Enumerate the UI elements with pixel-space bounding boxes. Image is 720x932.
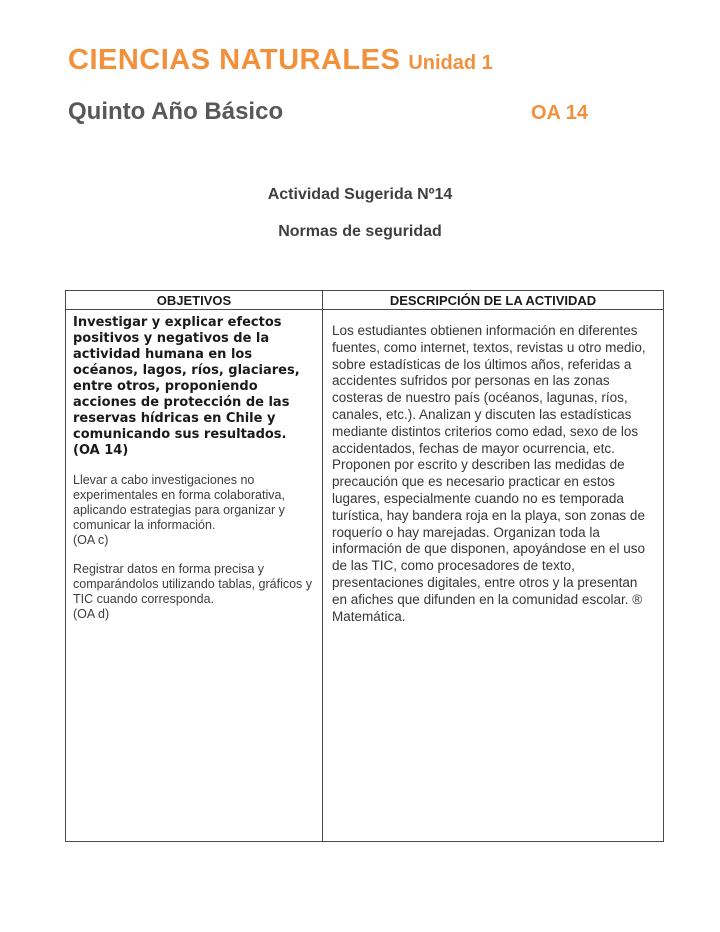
- document-header: [65, 44, 666, 126]
- objectives-column-header: OBJETIVOS: [66, 291, 323, 310]
- unit-label: Unidad 1: [408, 52, 493, 74]
- table-body-row: [66, 310, 664, 842]
- objective-secondary-2-code: (OA d): [73, 607, 110, 621]
- activity-description-text: Los estudiantes obtienen información en diferentes fuentes, como internet, textos, revistas u otro medio, sobre estadísticas de los últimos años, referidas a accidentes sufridos por personas en las zonas costeras de nuestro país (océanos, lagunas, ríos, canales, etc.). Analizan y discuten las estadísticas mediante distintos criterios como edad, sexo de los accidentados, fechas de mayor ocurrencia, etc. Proponen por escrito y describen las medidas de precaución que es necesario practicar en estos lugares, especialmente cuando no es temporada turística, hay bandera roja en la playa, son zonas de roquerío o hay marejadas. Organizan toda la información de que disponen, apoyándose en el uso de las TIC, como procesadores de texto, presentaciones digitales, entre otros y la presentan en afiches que difunden en la comunidad escolar. ® Matemática.: [332, 323, 646, 624]
- activity-table: [65, 290, 664, 842]
- oa-badge: OA 14: [530, 102, 588, 124]
- table-header-row: [66, 291, 664, 310]
- title-line: [68, 44, 666, 81]
- activity-heading-block: [0, 186, 720, 241]
- objective-secondary-2-text: Registrar datos en forma precisa y comparándolos utilizando tablas, gráficos y TIC cuando corresponda.: [73, 562, 313, 606]
- grade-line: [68, 98, 588, 126]
- objective-secondary-2: [73, 562, 314, 622]
- objective-secondary-1-code: (OA c): [73, 533, 109, 547]
- objective-secondary-1: [73, 473, 314, 548]
- objective-secondary-1-text: Llevar a cabo investigaciones no experimentales en forma colaborativa, aplicando estrategias para organizar y comunicar la información.: [73, 473, 285, 532]
- objective-main-text: Investigar y explicar efectos positivos y negativos de la actividad humana en los océanos, lagos, ríos, glaciares, entre otros, proponiendo acciones de protección de las reservas hídricas en Chile y comunicando sus resultados. (OA 14): [73, 315, 300, 458]
- objectives-cell: [66, 310, 323, 842]
- page-title: CIENCIAS NATURALES: [68, 44, 401, 76]
- activity-title: Actividad Sugerida Nº14: [267, 186, 453, 203]
- activity-subtitle: Normas de seguridad: [278, 223, 442, 240]
- description-cell: [323, 310, 664, 842]
- grade-label: Quinto Año Básico: [68, 98, 284, 125]
- description-column-header: DESCRIPCIÓN DE LA ACTIVIDAD: [323, 291, 664, 310]
